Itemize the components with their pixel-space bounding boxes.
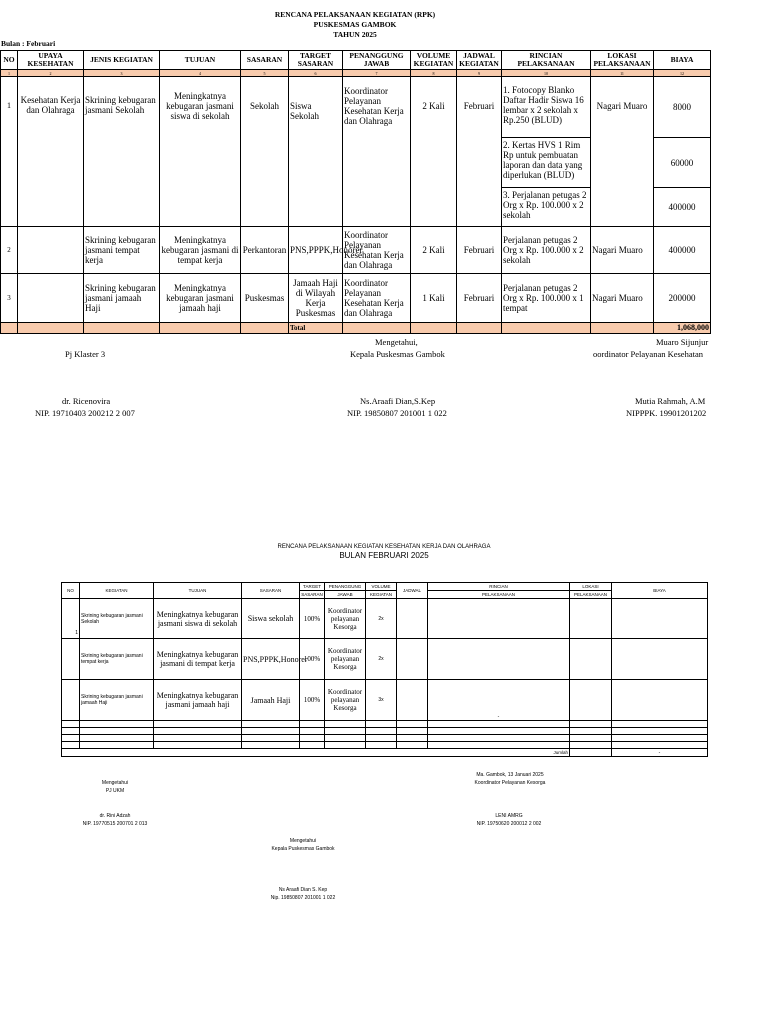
row-target: 100% [300,639,325,680]
row-sasaran: Jamaah Haji [242,680,300,721]
sign-left-role: Pj Klaster 3 [65,349,106,359]
row-lokasi: Nagari Muaro [591,274,654,323]
col-header-volume-sub: KEGIATAN [366,591,397,599]
total-value: 1,068,000 [654,323,711,334]
column-number: 2 [18,70,84,77]
sign2-bottom-name: Ns Araafi Dian S. Kep [278,887,328,893]
sign2-left-name: dr. Rini Adzah [99,813,131,819]
total-label: Total [289,323,343,334]
col-header-no: NO [1,51,18,70]
col-header-jadwal: JADWAL KEGIATAN [457,51,502,70]
row-pj: Koordinator pelayanan Kesorga [325,599,366,639]
column-number: 6 [289,70,343,77]
col-header-lokasi: LOKASI [570,583,612,591]
row-rincian: 2. Kertas HVS 1 Rim Rp untuk pembuatan laporan dan data yang diperlukan (BLUD) [502,138,591,188]
table-row [62,599,708,639]
column-number: 3 [84,70,160,77]
row-pj: Koordinator Pelayanan Kesehatan Kerja dan Olahraga [343,227,411,274]
row-pj: Koordinator Pelayanan Kesehatan Kerja dan Olahraga [343,77,411,227]
row-lokasi: Nagari Muaro [591,227,654,274]
col-header-tujuan: TUJUAN [154,583,242,599]
row-volume: 3x [366,680,397,721]
row-volume: 2x [366,599,397,639]
col-header-tujuan: TUJUAN [160,51,241,70]
row-upaya [18,227,84,274]
column-number: 9 [457,70,502,77]
row-jenis: Skrining kebugaran jasmani jamaah Haji [84,274,160,323]
row-sasaran: Sekolah [241,77,289,227]
col-header-target: TARGET [300,583,325,591]
table-row [1,227,711,274]
sign-right-role: oordinator Pelayanan Kesehatan [593,349,703,359]
sign-left-name: dr. Ricenovira [62,396,111,406]
rpk-header-row [1,51,711,70]
col-header-sasaran: SASARAN [242,583,300,599]
col-header-pj: PENANGGUNG [325,583,366,591]
row-tujuan: Meningkatnya kebugaran jasmani di tempat kerja [160,227,241,274]
sign2-right-role: Koordinator Pelayanan Kesorga [474,780,546,786]
sign-left-nip: NIP. 19710403 200212 2 007 [35,408,135,418]
row-biaya: 60000 [654,138,711,188]
col-header-pj-sub: JAWAB [325,591,366,599]
section2-subtitle: BULAN FEBRUARI 2025 [339,551,429,560]
col-header-biaya: BIAYA [612,583,708,599]
document-title: RENCANA PELAKSANAAN KEGIATAN (RPK) [274,10,436,19]
sign2-right-name: LENI AMRG [495,813,523,819]
row-target: 100% [300,599,325,639]
row-pj: Koordinator Pelayanan Kesehatan Kerja dan Olahraga [343,274,411,323]
table-row [62,639,708,680]
sign2-left-nip: NIP. 19770515 200701 2 013 [82,821,148,827]
jumlah-value: - [612,749,708,757]
row-tujuan: Meningkatnya kebugaran jasmani jamaah haji [154,680,242,721]
row-rincian: - [428,680,570,721]
table-row [1,77,711,138]
kesorga-table [61,582,708,757]
sign-mid-nip: NIP. 19850807 201001 1 022 [347,408,447,418]
col-header-jadwal: JADWAL [397,583,428,599]
row-rincian: 3. Perjalanan petugas 2 Org x Rp. 100.000 x 2 sekolah [502,188,591,227]
sign-right-name: Mutia Rahmah, A.M [635,396,706,406]
column-number: 1 [1,70,18,77]
row-pj: Koordinator pelayanan Kesorga [325,680,366,721]
month-label: Bulan : Februari [1,39,56,48]
row-kegiatan: Skrining kebugaran jasmani tempat kerja [80,639,154,680]
col-header-lokasi-sub: PELAKSANAAN [570,591,612,599]
sign-mid-known: Mengetahui, [375,337,418,347]
sign2-bottom-known: Mengetahui [289,838,317,844]
row-target: PNS,PPPK,Honorer [289,227,343,274]
row-kegiatan: Skrining kebugaran jasmani Sekolah [80,599,154,639]
col-header-biaya: BIAYA [654,51,711,70]
sign2-bottom-role: Kepala Puskesmas Gambok [271,846,335,852]
column-number: 7 [343,70,411,77]
row-no: 1 [1,77,18,227]
row-no [62,639,80,680]
col-header-volume: VOLUME [366,583,397,591]
row-upaya: Kesehatan Kerja dan Olahraga [18,77,84,227]
table-row [1,274,711,323]
column-number: 12 [654,70,711,77]
row-tujuan: Meningkatnya kebugaran jasmani di tempat kerja [154,639,242,680]
sign2-right-date: Ma. Gambok, 13 Januari 2025 [476,772,544,778]
row-tujuan: Meningkatnya kebugaran jasmani siswa di sekolah [154,599,242,639]
jumlah-label: Jumlah [62,749,570,757]
row-upaya [18,274,84,323]
row-no [62,680,80,721]
row-no: 2 [1,227,18,274]
row-tujuan: Meningkatnya kebugaran jasmani jamaah haji [160,274,241,323]
row-sasaran: Perkantoran [241,227,289,274]
col-header-jenis: JENIS KEGIATAN [84,51,160,70]
column-number: 5 [241,70,289,77]
row-pj: Koordinator pelayanan Kesorga [325,639,366,680]
sign-mid-role: Kepala Puskesmas Gambok [350,349,445,359]
empty-row [62,742,708,749]
col-header-target: TARGET SASARAN [289,51,343,70]
sign-right-place: Muaro Sijunjur [656,337,709,347]
empty-row [62,735,708,742]
row-biaya: 400000 [654,227,711,274]
col-header-rincian: RINCIAN [428,583,570,591]
sign2-right-nip: NIP. 19750620 200012 2 002 [476,821,542,827]
col-header-lokasi: LOKASI PELAKSANAAN [591,51,654,70]
row-biaya: 200000 [654,274,711,323]
sign2-left-known: Mengetahui [101,780,129,786]
row-sasaran: PNS,PPPK,Honorer [242,639,300,680]
col-header-sasaran: SASARAN [241,51,289,70]
col-header-kegiatan: KEGIATAN [80,583,154,599]
row-jadwal: Februari [457,274,502,323]
column-number: 11 [591,70,654,77]
row-target: Jamaah Haji di Wilayah Kerja Puskesmas [289,274,343,323]
row-no: 1 [62,599,80,639]
col-header-volume: VOLUME KEGIATAN [411,51,457,70]
row-volume: 2 Kali [411,227,457,274]
sign2-bottom-nip: Nip. 19850807 201001 1 022 [270,895,336,901]
row-jadwal: Februari [457,227,502,274]
col-header-pj: PENANGGUNG JAWAB [343,51,411,70]
row-kegiatan: Skrining kebugaran jasmani jamaah Haji [80,680,154,721]
row-target: 100% [300,680,325,721]
row-sasaran: Puskesmas [241,274,289,323]
row-rincian: Perjalanan petugas 2 Org x Rp. 100.000 x 2 sekolah [502,227,591,274]
sign-mid-name: Ns.Araafi Dian,S.Kep [360,396,436,406]
row-jenis: Skrining kebugaran jasmani Sekolah [84,77,160,227]
row-biaya: 8000 [654,77,711,138]
row-jadwal: Februari [457,77,502,227]
organization-name: PUSKESMAS GAMBOK [313,20,397,29]
col-header-target-sub: SASARAN [301,591,323,597]
jumlah-row [62,749,708,757]
col-header-upaya: UPAYA KESEHATAN [18,51,84,70]
section2-title: RENCANA PELAKSANAAN KEGIATAN KESEHATAN KERJA DAN OLAHRAGA [277,544,491,550]
empty-row [62,728,708,735]
row-no: 3 [1,274,18,323]
rpk-table [0,50,711,334]
row-tujuan: Meningkatnya kebugaran jasmani siswa di sekolah [160,77,241,227]
row-sasaran: Siswa sekolah [242,599,300,639]
kesorga-header-row [62,583,708,591]
col-header-no: NO [62,583,80,599]
empty-row [62,721,708,728]
row-target: Siswa Sekolah [289,77,343,227]
col-header-rincian: RINCIAN PELAKSANAAN [502,51,591,70]
document-year: TAHUN 2025 [333,30,377,39]
col-header-rincian-sub: PELAKSANAAN [428,591,570,599]
column-number-row [1,70,711,77]
row-lokasi: Nagari Muaro [591,77,654,227]
row-volume: 2 Kali [411,77,457,227]
sign-right-nip: NIPPPK. 19901201202 [626,408,707,418]
row-volume: 2x [366,639,397,680]
table-row [62,680,708,721]
column-number: 10 [502,70,591,77]
column-number: 8 [411,70,457,77]
sign2-left-role: PJ UKM [105,788,125,794]
row-rincian: Perjalanan petugas 2 Org x Rp. 100.000 x 1 tempat [502,274,591,323]
total-row [1,323,711,334]
row-rincian: 1. Fotocopy Blanko Daftar Hadir Siswa 16 lembar x 2 sekolah x Rp.250 (BLUD) [502,77,591,138]
row-volume: 1 Kali [411,274,457,323]
row-jenis: Skrining kebugaran jasmani tempat kerja [84,227,160,274]
column-number: 4 [160,70,241,77]
row-biaya: 400000 [654,188,711,227]
